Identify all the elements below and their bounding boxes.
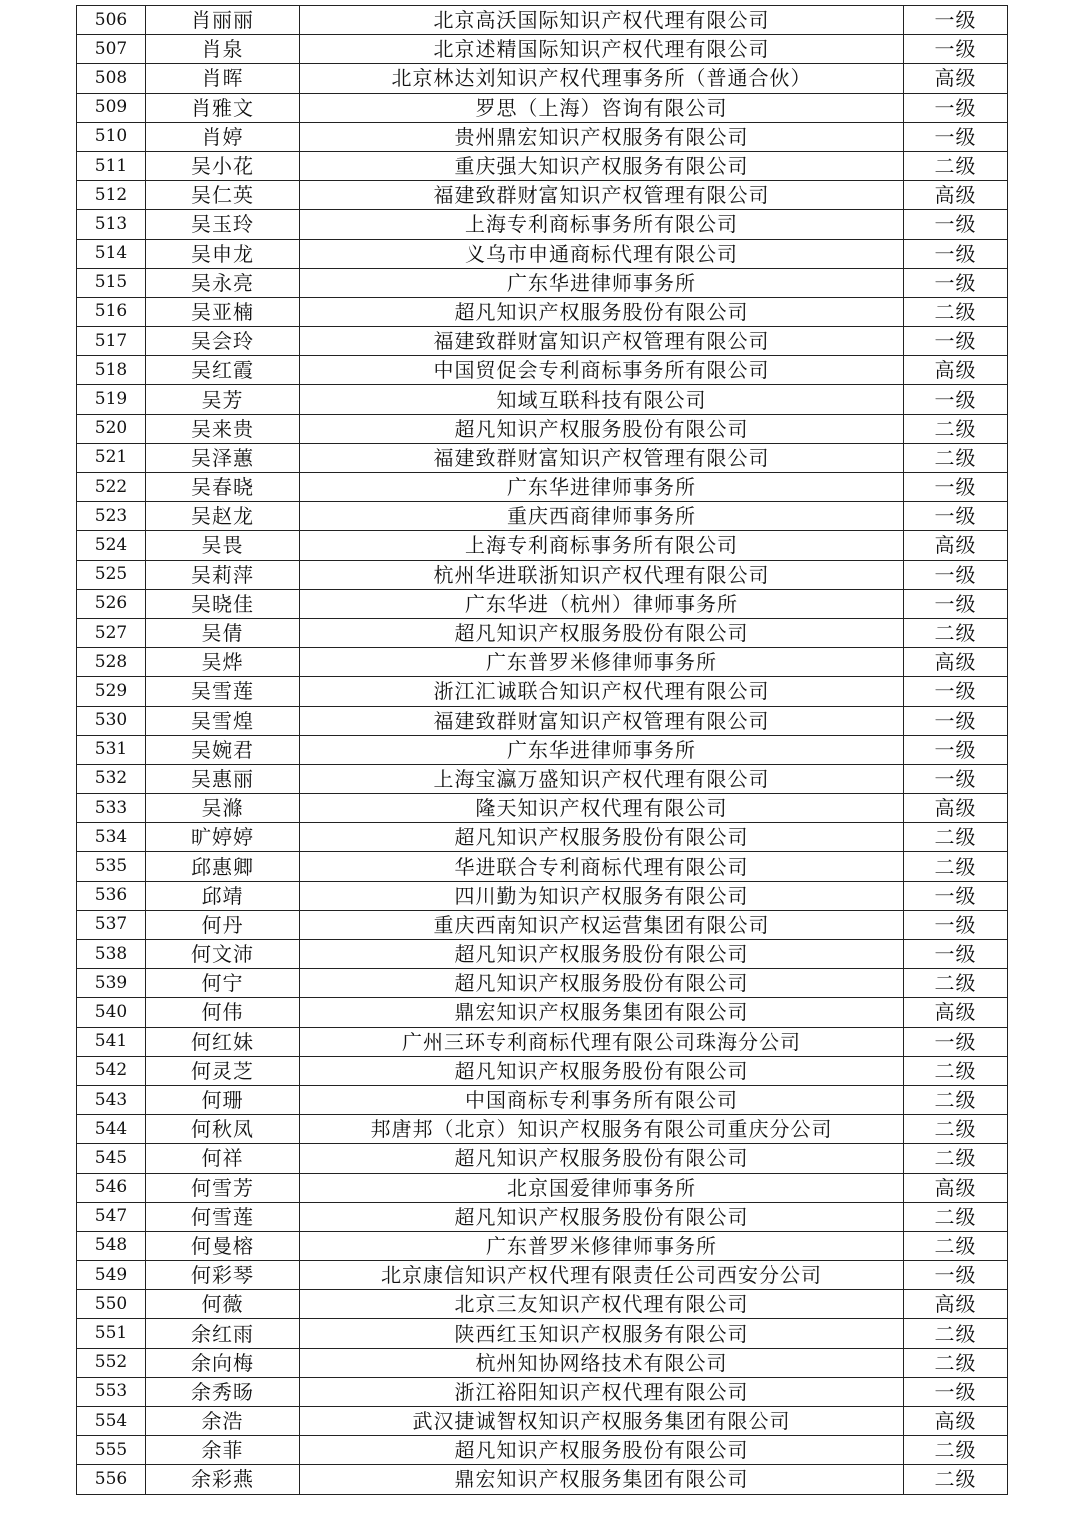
row-number: 555 (77, 1436, 146, 1465)
level: 二级 (904, 1202, 1008, 1231)
level: 一级 (904, 1027, 1008, 1056)
person-name: 吴婉君 (146, 735, 300, 764)
level: 一级 (904, 910, 1008, 939)
organization-name: 隆天知识产权代理有限公司 (300, 794, 904, 823)
person-name: 余彩燕 (146, 1465, 300, 1494)
table-row (77, 239, 1008, 268)
person-name: 吴春晓 (146, 473, 300, 502)
person-name: 吴雪莲 (146, 677, 300, 706)
level: 二级 (904, 1348, 1008, 1377)
organization-name: 浙江汇诚联合知识产权代理有限公司 (300, 677, 904, 706)
level: 高级 (904, 356, 1008, 385)
organization-name: 义乌市申通商标代理有限公司 (300, 239, 904, 268)
level: 一级 (904, 706, 1008, 735)
person-name: 吴芳 (146, 385, 300, 414)
row-number: 537 (77, 910, 146, 939)
person-name: 邱惠卿 (146, 852, 300, 881)
row-number: 531 (77, 735, 146, 764)
organization-name: 杭州华进联浙知识产权代理有限公司 (300, 560, 904, 589)
person-name: 吴滌 (146, 794, 300, 823)
level: 一级 (904, 1377, 1008, 1406)
row-number: 507 (77, 35, 146, 64)
table-row (77, 1085, 1008, 1114)
row-number: 552 (77, 1348, 146, 1377)
table-row (77, 1377, 1008, 1406)
person-name: 吴烨 (146, 648, 300, 677)
organization-name: 上海宝瀛万盛知识产权代理有限公司 (300, 764, 904, 793)
table-row (77, 1231, 1008, 1260)
table-row (77, 356, 1008, 385)
organization-name: 超凡知识产权服务股份有限公司 (300, 1144, 904, 1173)
table-row (77, 794, 1008, 823)
person-name: 何珊 (146, 1085, 300, 1114)
table-row (77, 1144, 1008, 1173)
row-number: 526 (77, 589, 146, 618)
row-number: 530 (77, 706, 146, 735)
person-name: 何祥 (146, 1144, 300, 1173)
person-name: 吴会玲 (146, 327, 300, 356)
person-name: 肖婷 (146, 122, 300, 151)
table-row (77, 618, 1008, 647)
level: 二级 (904, 297, 1008, 326)
level: 一级 (904, 239, 1008, 268)
table-row (77, 64, 1008, 93)
table-row (77, 122, 1008, 151)
table-row (77, 969, 1008, 998)
level: 二级 (904, 1056, 1008, 1085)
level: 一级 (904, 764, 1008, 793)
person-name: 吴雪煌 (146, 706, 300, 735)
row-number: 528 (77, 648, 146, 677)
organization-name: 中国商标专利事务所有限公司 (300, 1085, 904, 1114)
organization-name: 上海专利商标事务所有限公司 (300, 210, 904, 239)
table-row (77, 1436, 1008, 1465)
row-number: 542 (77, 1056, 146, 1085)
organization-name: 鼎宏知识产权服务集团有限公司 (300, 1465, 904, 1494)
level: 二级 (904, 1465, 1008, 1494)
person-name: 吴来贵 (146, 414, 300, 443)
organization-name: 北京述精国际知识产权代理有限公司 (300, 35, 904, 64)
organization-name: 超凡知识产权服务股份有限公司 (300, 969, 904, 998)
person-name: 何红妹 (146, 1027, 300, 1056)
organization-name: 广东普罗米修律师事务所 (300, 648, 904, 677)
organization-name: 华进联合专利商标代理有限公司 (300, 852, 904, 881)
level: 一级 (904, 268, 1008, 297)
organization-name: 浙江裕阳知识产权代理有限公司 (300, 1377, 904, 1406)
row-number: 514 (77, 239, 146, 268)
organization-name: 广东普罗米修律师事务所 (300, 1231, 904, 1260)
person-name: 吴申龙 (146, 239, 300, 268)
row-number: 527 (77, 618, 146, 647)
level: 二级 (904, 151, 1008, 180)
table-row (77, 297, 1008, 326)
row-number: 518 (77, 356, 146, 385)
organization-name: 超凡知识产权服务股份有限公司 (300, 414, 904, 443)
roster-body (77, 6, 1008, 1495)
row-number: 551 (77, 1319, 146, 1348)
organization-name: 贵州鼎宏知识产权服务有限公司 (300, 122, 904, 151)
row-number: 556 (77, 1465, 146, 1494)
table-row (77, 735, 1008, 764)
organization-name: 超凡知识产权服务股份有限公司 (300, 1056, 904, 1085)
level: 二级 (904, 852, 1008, 881)
level: 高级 (904, 181, 1008, 210)
row-number: 513 (77, 210, 146, 239)
person-name: 何秋凤 (146, 1115, 300, 1144)
person-name: 何宁 (146, 969, 300, 998)
organization-name: 超凡知识产权服务股份有限公司 (300, 1202, 904, 1231)
person-name: 余浩 (146, 1407, 300, 1436)
organization-name: 上海专利商标事务所有限公司 (300, 531, 904, 560)
row-number: 544 (77, 1115, 146, 1144)
row-number: 533 (77, 794, 146, 823)
row-number: 550 (77, 1290, 146, 1319)
table-row (77, 910, 1008, 939)
level: 二级 (904, 1144, 1008, 1173)
table-row (77, 648, 1008, 677)
table-row (77, 823, 1008, 852)
level: 二级 (904, 1319, 1008, 1348)
table-row (77, 6, 1008, 35)
person-name: 何灵芝 (146, 1056, 300, 1085)
table-row (77, 473, 1008, 502)
person-name: 肖晖 (146, 64, 300, 93)
person-name: 何雪莲 (146, 1202, 300, 1231)
person-name: 何伟 (146, 998, 300, 1027)
table-row (77, 268, 1008, 297)
person-name: 吴莉萍 (146, 560, 300, 589)
level: 高级 (904, 1407, 1008, 1436)
level: 一级 (904, 122, 1008, 151)
level: 一级 (904, 473, 1008, 502)
organization-name: 北京国爱律师事务所 (300, 1173, 904, 1202)
table-row (77, 35, 1008, 64)
person-name: 何薇 (146, 1290, 300, 1319)
table-row (77, 502, 1008, 531)
person-name: 肖泉 (146, 35, 300, 64)
level: 二级 (904, 443, 1008, 472)
row-number: 535 (77, 852, 146, 881)
person-name: 何丹 (146, 910, 300, 939)
row-number: 539 (77, 969, 146, 998)
level: 二级 (904, 414, 1008, 443)
row-number: 512 (77, 181, 146, 210)
level: 一级 (904, 93, 1008, 122)
organization-name: 陕西红玉知识产权服务有限公司 (300, 1319, 904, 1348)
row-number: 540 (77, 998, 146, 1027)
level: 一级 (904, 35, 1008, 64)
row-number: 508 (77, 64, 146, 93)
row-number: 506 (77, 6, 146, 35)
person-name: 吴泽蕙 (146, 443, 300, 472)
row-number: 545 (77, 1144, 146, 1173)
row-number: 521 (77, 443, 146, 472)
level: 一级 (904, 210, 1008, 239)
level: 二级 (904, 1436, 1008, 1465)
level: 一级 (904, 735, 1008, 764)
row-number: 511 (77, 151, 146, 180)
level: 高级 (904, 998, 1008, 1027)
level: 一级 (904, 677, 1008, 706)
level: 高级 (904, 1290, 1008, 1319)
organization-name: 广东华进律师事务所 (300, 735, 904, 764)
organization-name: 福建致群财富知识产权管理有限公司 (300, 706, 904, 735)
table-row (77, 589, 1008, 618)
level: 一级 (904, 6, 1008, 35)
row-number: 548 (77, 1231, 146, 1260)
table-row (77, 1348, 1008, 1377)
organization-name: 广东华进律师事务所 (300, 268, 904, 297)
table-row (77, 443, 1008, 472)
level: 二级 (904, 618, 1008, 647)
level: 二级 (904, 823, 1008, 852)
organization-name: 重庆西商律师事务所 (300, 502, 904, 531)
row-number: 553 (77, 1377, 146, 1406)
row-number: 520 (77, 414, 146, 443)
row-number: 529 (77, 677, 146, 706)
person-name: 吴红霞 (146, 356, 300, 385)
level: 一级 (904, 1261, 1008, 1290)
level: 二级 (904, 969, 1008, 998)
row-number: 525 (77, 560, 146, 589)
organization-name: 广东华进律师事务所 (300, 473, 904, 502)
row-number: 549 (77, 1261, 146, 1290)
table-row (77, 1290, 1008, 1319)
organization-name: 中国贸促会专利商标事务所有限公司 (300, 356, 904, 385)
person-name: 旷婷婷 (146, 823, 300, 852)
organization-name: 四川勤为知识产权服务有限公司 (300, 881, 904, 910)
organization-name: 重庆西南知识产权运营集团有限公司 (300, 910, 904, 939)
person-name: 吴畏 (146, 531, 300, 560)
person-name: 何雪芳 (146, 1173, 300, 1202)
row-number: 519 (77, 385, 146, 414)
person-name: 余秀旸 (146, 1377, 300, 1406)
row-number: 554 (77, 1407, 146, 1436)
organization-name: 北京康信知识产权代理有限责任公司西安分公司 (300, 1261, 904, 1290)
organization-name: 重庆强大知识产权服务有限公司 (300, 151, 904, 180)
table-row (77, 1319, 1008, 1348)
person-name: 吴晓佳 (146, 589, 300, 618)
table-row (77, 940, 1008, 969)
level: 二级 (904, 1231, 1008, 1260)
level: 一级 (904, 589, 1008, 618)
person-name: 吴惠丽 (146, 764, 300, 793)
organization-name: 北京林达刘知识产权代理事务所（普通合伙） (300, 64, 904, 93)
table-row (77, 677, 1008, 706)
table-row (77, 1173, 1008, 1202)
organization-name: 知域互联科技有限公司 (300, 385, 904, 414)
person-name: 吴玉玲 (146, 210, 300, 239)
organization-name: 福建致群财富知识产权管理有限公司 (300, 181, 904, 210)
organization-name: 杭州知协网络技术有限公司 (300, 1348, 904, 1377)
organization-name: 超凡知识产权服务股份有限公司 (300, 297, 904, 326)
table-row (77, 560, 1008, 589)
table-row (77, 706, 1008, 735)
table-row (77, 1261, 1008, 1290)
table-row (77, 151, 1008, 180)
level: 二级 (904, 1115, 1008, 1144)
table-row (77, 385, 1008, 414)
table-row (77, 1407, 1008, 1436)
row-number: 541 (77, 1027, 146, 1056)
table-row (77, 531, 1008, 560)
table-row (77, 1115, 1008, 1144)
organization-name: 广东华进（杭州）律师事务所 (300, 589, 904, 618)
organization-name: 罗思（上海）咨询有限公司 (300, 93, 904, 122)
level: 一级 (904, 881, 1008, 910)
table-row (77, 1027, 1008, 1056)
row-number: 515 (77, 268, 146, 297)
table-row (77, 1202, 1008, 1231)
organization-name: 邦唐邦（北京）知识产权服务有限公司重庆分公司 (300, 1115, 904, 1144)
person-name: 何曼榕 (146, 1231, 300, 1260)
row-number: 538 (77, 940, 146, 969)
person-name: 吴永亮 (146, 268, 300, 297)
organization-name: 武汉捷诚智权知识产权服务集团有限公司 (300, 1407, 904, 1436)
person-name: 余菲 (146, 1436, 300, 1465)
organization-name: 福建致群财富知识产权管理有限公司 (300, 443, 904, 472)
person-name: 余向梅 (146, 1348, 300, 1377)
organization-name: 鼎宏知识产权服务集团有限公司 (300, 998, 904, 1027)
table-row (77, 93, 1008, 122)
level: 高级 (904, 1173, 1008, 1202)
level: 高级 (904, 648, 1008, 677)
person-name: 吴亚楠 (146, 297, 300, 326)
person-name: 吴仁英 (146, 181, 300, 210)
table-row (77, 1056, 1008, 1085)
level: 一级 (904, 560, 1008, 589)
row-number: 522 (77, 473, 146, 502)
level: 高级 (904, 64, 1008, 93)
person-name: 吴小花 (146, 151, 300, 180)
person-name: 何彩琴 (146, 1261, 300, 1290)
level: 高级 (904, 531, 1008, 560)
row-number: 523 (77, 502, 146, 531)
table-row (77, 852, 1008, 881)
organization-name: 福建致群财富知识产权管理有限公司 (300, 327, 904, 356)
organization-name: 超凡知识产权服务股份有限公司 (300, 940, 904, 969)
level: 高级 (904, 794, 1008, 823)
table-row (77, 181, 1008, 210)
table-row (77, 764, 1008, 793)
row-number: 510 (77, 122, 146, 151)
person-name: 邱靖 (146, 881, 300, 910)
row-number: 546 (77, 1173, 146, 1202)
person-name: 肖雅文 (146, 93, 300, 122)
person-name: 肖丽丽 (146, 6, 300, 35)
table-row (77, 881, 1008, 910)
row-number: 532 (77, 764, 146, 793)
person-name: 吴倩 (146, 618, 300, 647)
level: 一级 (904, 502, 1008, 531)
organization-name: 北京高沃国际知识产权代理有限公司 (300, 6, 904, 35)
row-number: 543 (77, 1085, 146, 1114)
table-row (77, 998, 1008, 1027)
row-number: 536 (77, 881, 146, 910)
organization-name: 超凡知识产权服务股份有限公司 (300, 1436, 904, 1465)
organization-name: 广州三环专利商标代理有限公司珠海分公司 (300, 1027, 904, 1056)
row-number: 524 (77, 531, 146, 560)
row-number: 534 (77, 823, 146, 852)
row-number: 516 (77, 297, 146, 326)
table-row (77, 1465, 1008, 1494)
person-name: 吴赵龙 (146, 502, 300, 531)
organization-name: 超凡知识产权服务股份有限公司 (300, 618, 904, 647)
organization-name: 北京三友知识产权代理有限公司 (300, 1290, 904, 1319)
table-row (77, 210, 1008, 239)
table-row (77, 327, 1008, 356)
level: 一级 (904, 327, 1008, 356)
row-number: 517 (77, 327, 146, 356)
row-number: 547 (77, 1202, 146, 1231)
organization-name: 超凡知识产权服务股份有限公司 (300, 823, 904, 852)
level: 一级 (904, 940, 1008, 969)
level: 一级 (904, 385, 1008, 414)
level: 二级 (904, 1085, 1008, 1114)
roster-table (76, 5, 1008, 1495)
person-name: 何文沛 (146, 940, 300, 969)
table-row (77, 414, 1008, 443)
person-name: 余红雨 (146, 1319, 300, 1348)
row-number: 509 (77, 93, 146, 122)
